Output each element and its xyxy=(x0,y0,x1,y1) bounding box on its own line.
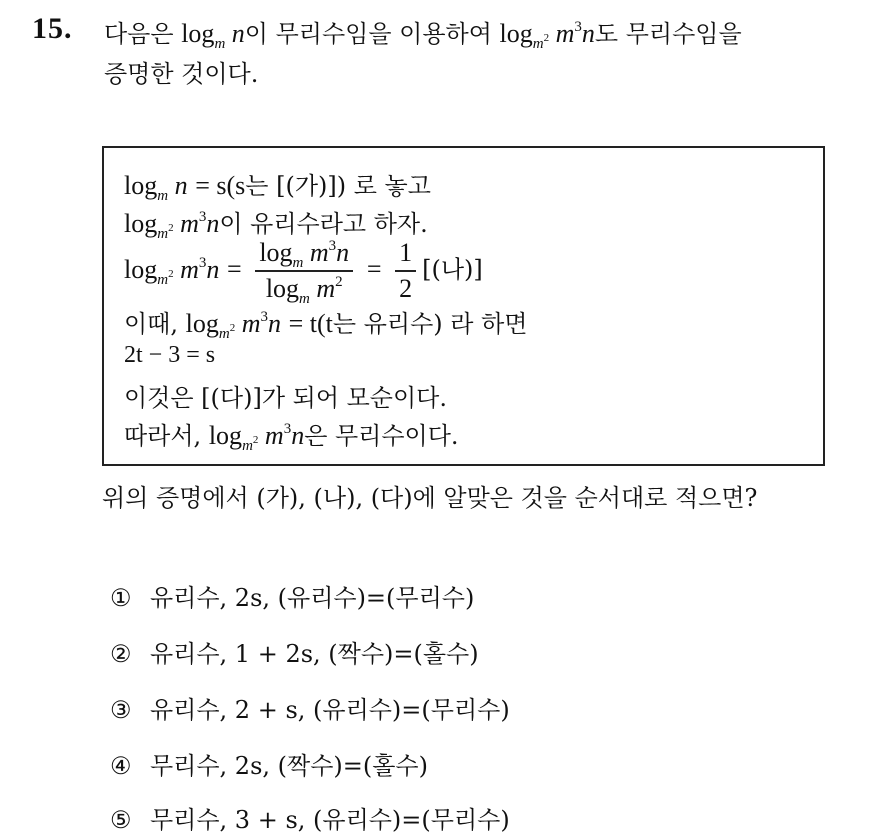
choice-5[interactable] xyxy=(110,800,510,835)
proof-line-3: $\log_{m^2} m^3n$ = $\frac{\log_m m^3n}{\log_m m^2}$ = $\frac{1}{2}$ [(나)] xyxy=(124,238,483,307)
stem-text-3: 도 무리수임을 xyxy=(594,20,742,48)
choice-text: 무리수, 3 + s, (유리수)=(무리수) xyxy=(150,806,510,834)
blank-na: [(나)] xyxy=(422,255,483,284)
choice-mark: ③ xyxy=(110,696,132,724)
question-prompt: 위의 증명에서 (가), (나), (다)에 알맞은 것을 순서대로 적으면? xyxy=(102,484,758,512)
choice-mark: ④ xyxy=(110,752,132,780)
stem-log-expression-2: $\log_{m^2} m^3n$ xyxy=(499,19,595,52)
proof-line-1: $\log_m n = s(s$는 [(가)]) 로 놓고 xyxy=(124,171,431,204)
fraction-log-ratio: $\frac{\log_m m^3n}{\log_m m^2}$ xyxy=(255,238,353,304)
choice-mark: ① xyxy=(110,584,132,612)
choice-text: 무리수, 2s, (짝수)=(홀수) xyxy=(150,752,428,780)
choice-2[interactable] xyxy=(110,634,479,669)
choice-mark: ② xyxy=(110,640,132,668)
fraction-one-half: $\frac{1}{2}$ xyxy=(395,238,416,304)
proof-line-4: 이때, $\log_{m^2} m^3n = t(t$는 유리수) 라 하면 xyxy=(124,309,528,342)
choice-text: 유리수, 2s, (유리수)=(무리수) xyxy=(150,584,475,612)
stem-text-2: 이 무리수임을 이용하여 xyxy=(244,20,492,48)
choice-text: 유리수, 1 + 2s, (짝수)=(홀수) xyxy=(150,640,479,668)
choice-text: 유리수, 2 + s, (유리수)=(무리수) xyxy=(150,696,510,724)
proof-line-7: 따라서, $\log_{m^2} m^3n$은 무리수이다. xyxy=(124,421,459,454)
stem-text-line2: 증명한 것이다. xyxy=(104,60,259,88)
proof-line-2: $\log_{m^2} m^3n$이 유리수라고 하자. xyxy=(124,209,428,242)
choice-4[interactable] xyxy=(110,746,428,781)
question-stem xyxy=(104,14,874,94)
choice-1[interactable] xyxy=(110,578,474,613)
proof-box xyxy=(102,146,825,466)
question-number: 15. xyxy=(32,12,73,45)
proof-line-5: 2t − 3 = s xyxy=(124,342,216,368)
stem-text-1: 다음은 xyxy=(104,20,174,48)
stem-log-expression-1: $\log_m n$ xyxy=(181,19,245,52)
choice-mark: ⑤ xyxy=(110,806,132,834)
proof-line-6: 이것은 [(다)]가 되어 모순이다. xyxy=(124,384,447,412)
choice-3[interactable] xyxy=(110,690,510,725)
